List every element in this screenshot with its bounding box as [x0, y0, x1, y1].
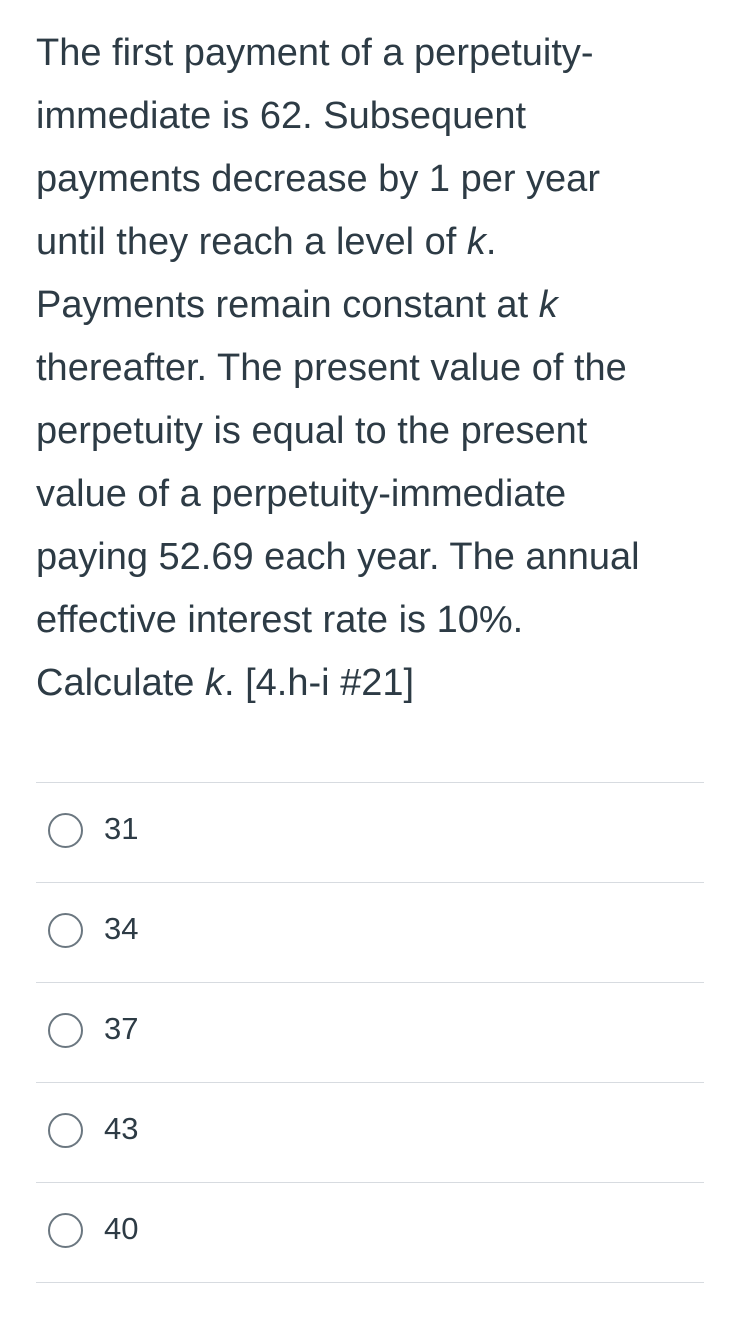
- question-line: The first payment of a perpetuity-: [36, 32, 594, 74]
- answer-label[interactable]: 37: [104, 1011, 139, 1046]
- answer-label[interactable]: 34: [104, 911, 139, 946]
- answer-option[interactable]: [36, 1183, 704, 1283]
- radio-button[interactable]: [48, 813, 83, 848]
- answer-option[interactable]: [36, 883, 704, 983]
- answer-option[interactable]: [36, 1083, 704, 1183]
- variable-k: k: [538, 284, 558, 326]
- question-line: paying 52.69 each year. The annual: [36, 536, 640, 578]
- variable-k: k: [204, 662, 224, 704]
- question-line: until they reach a level of k.: [36, 221, 497, 263]
- question-line: thereafter. The present value of the: [36, 347, 627, 389]
- question-line: Payments remain constant at k: [36, 284, 558, 326]
- variable-k: k: [466, 221, 486, 263]
- answer-option[interactable]: [36, 783, 704, 883]
- question-line: perpetuity is equal to the present: [36, 410, 588, 452]
- answer-label[interactable]: 40: [104, 1211, 139, 1246]
- radio-button[interactable]: [48, 1213, 83, 1248]
- radio-button[interactable]: [48, 913, 83, 948]
- answer-list: [36, 782, 704, 1283]
- answer-label[interactable]: 31: [104, 811, 139, 846]
- answer-option[interactable]: [36, 983, 704, 1083]
- question-line: immediate is 62. Subsequent: [36, 95, 527, 137]
- question-line: effective interest rate is 10%.: [36, 599, 524, 641]
- question-line: payments decrease by 1 per year: [36, 158, 600, 200]
- answer-label[interactable]: 43: [104, 1111, 139, 1146]
- radio-button[interactable]: [48, 1013, 83, 1048]
- question-line: Calculate k. [4.h-i #21]: [36, 662, 415, 704]
- question-line: value of a perpetuity-immediate: [36, 473, 567, 515]
- radio-button[interactable]: [48, 1113, 83, 1148]
- question-text: [36, 22, 706, 715]
